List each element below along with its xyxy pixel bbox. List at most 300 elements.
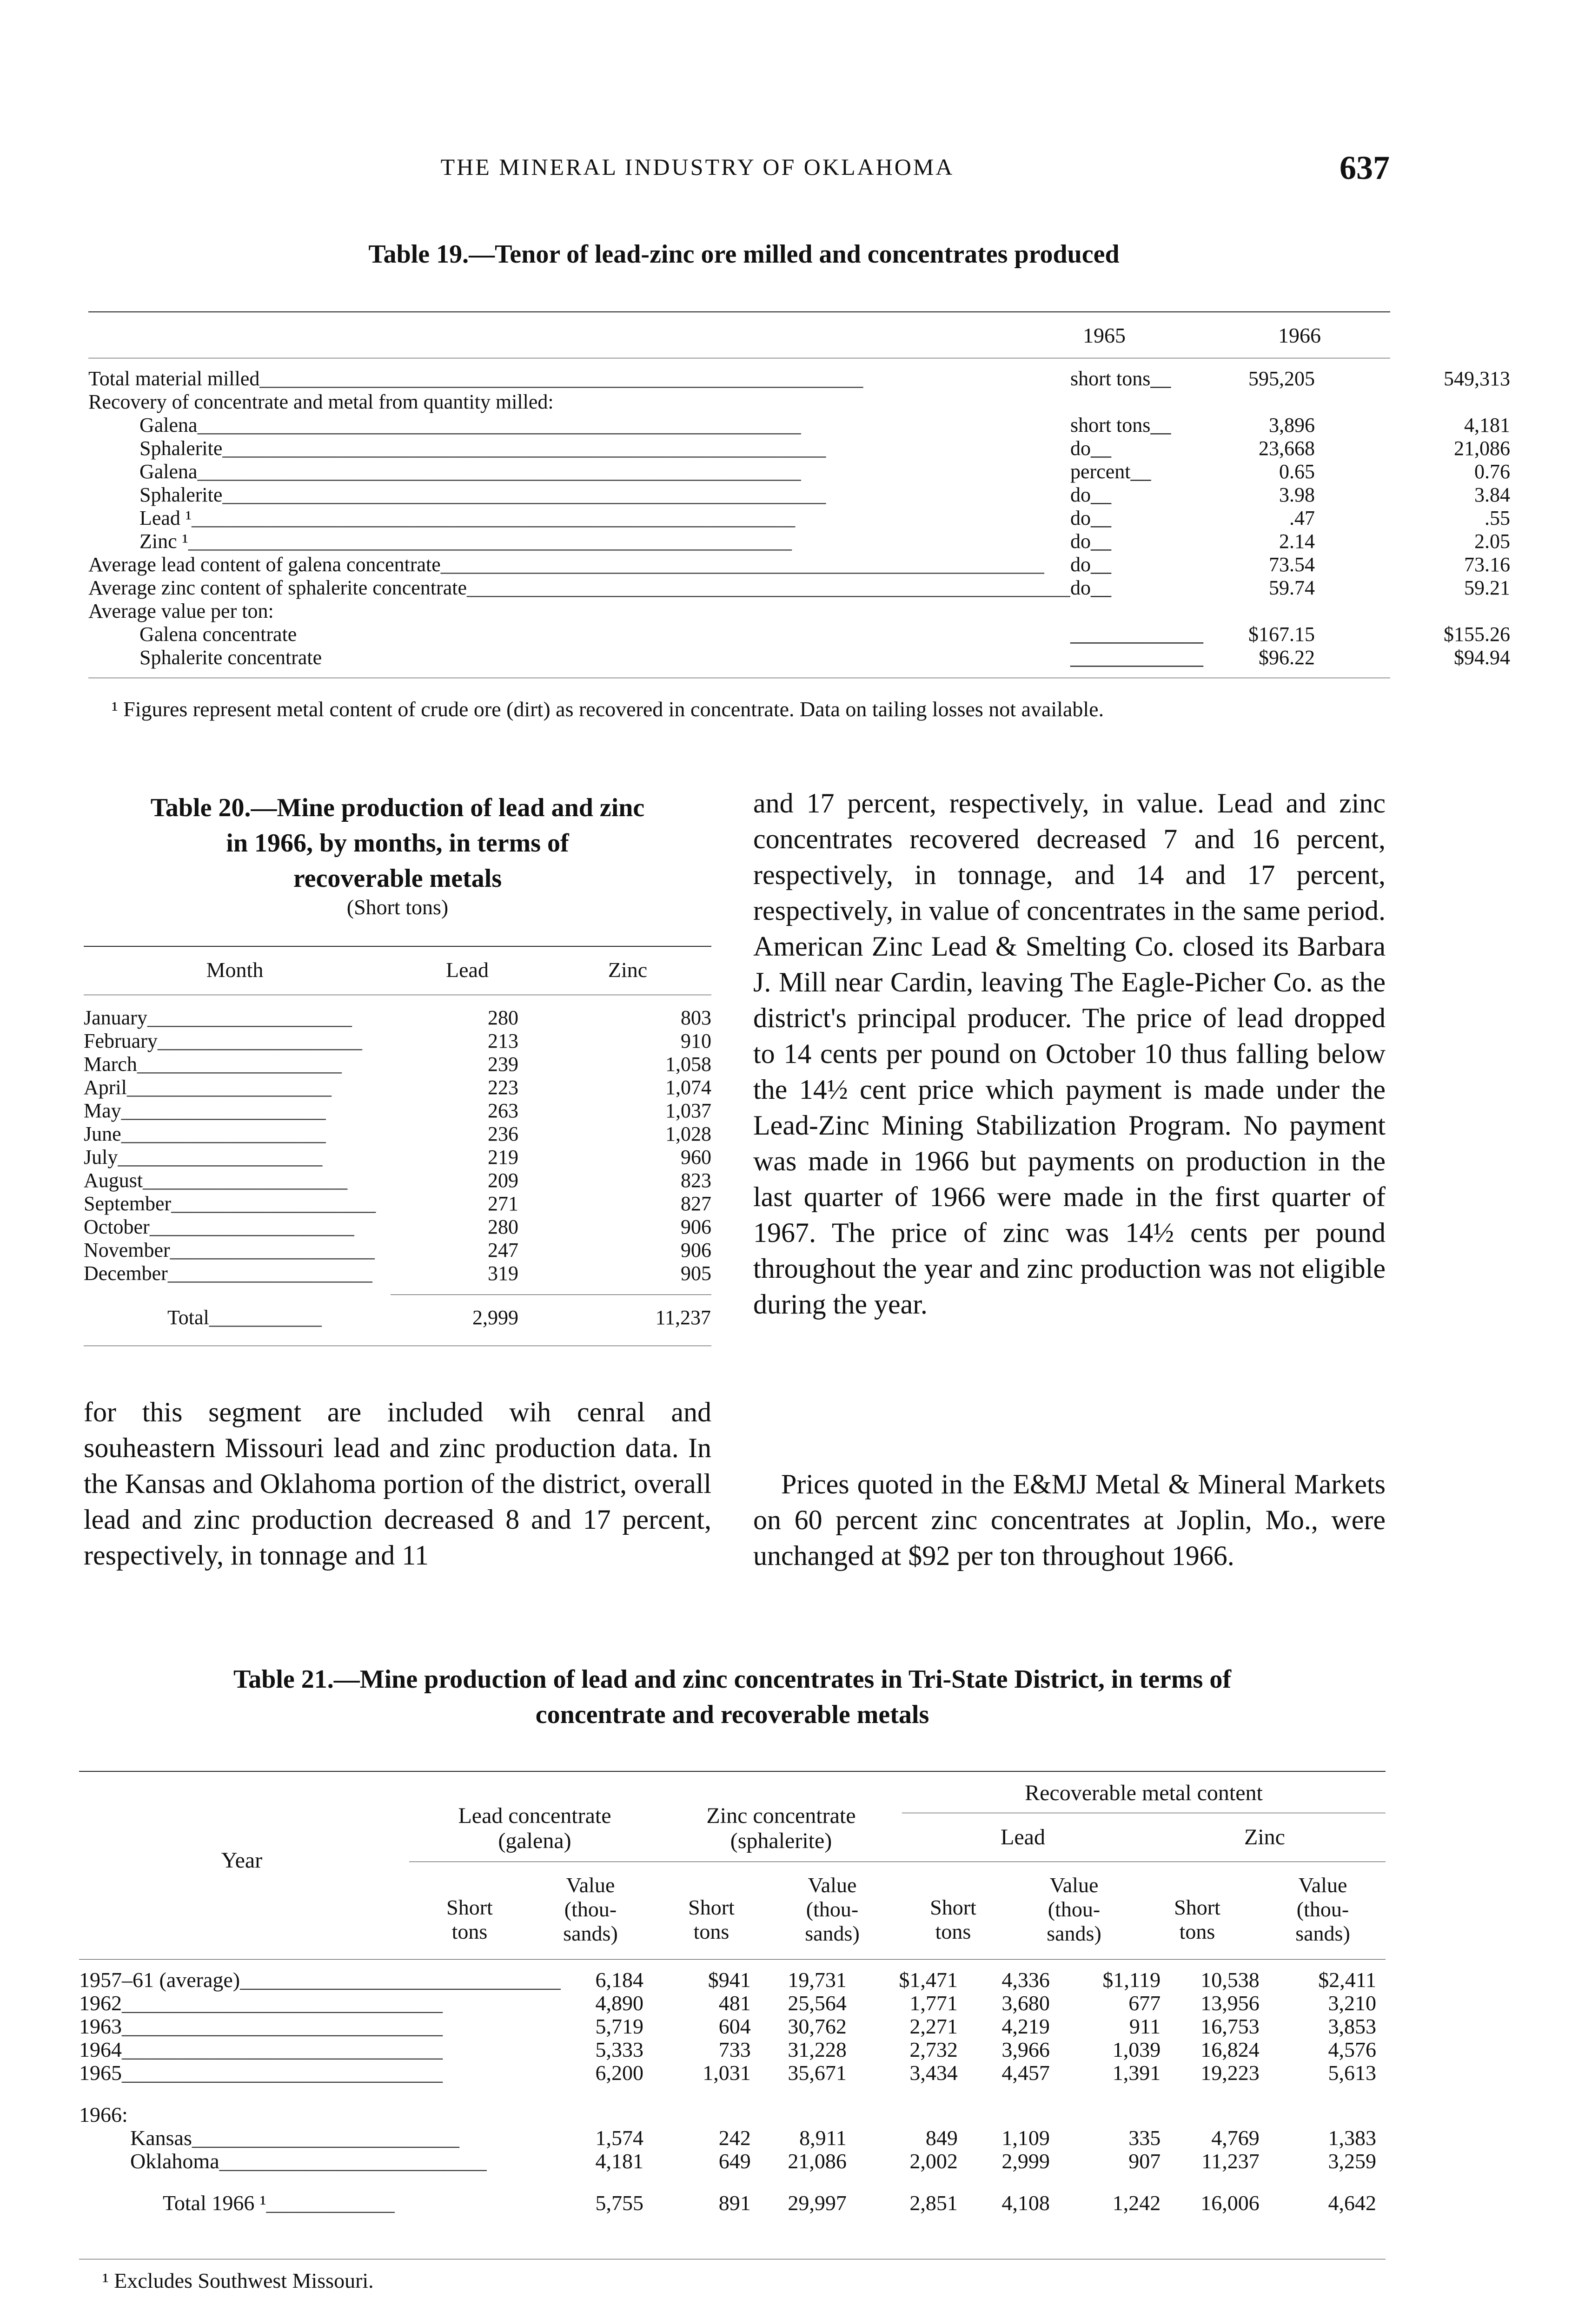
- table20-col-lead: Lead: [446, 958, 489, 982]
- table20-leader: ____________________: [167, 1262, 372, 1285]
- table20-zinc: 1,058: [665, 1053, 711, 1076]
- table19-value-1965: 23,668: [1258, 437, 1315, 460]
- table19-row-label: [88, 646, 1070, 669]
- table19-label-text: Sphalerite: [139, 483, 223, 506]
- table19-row-label: [88, 553, 1070, 576]
- table19-value-1966: 73.16: [1464, 553, 1510, 576]
- table20-row: [84, 1146, 711, 1169]
- table21-leader: ______________________________: [122, 2015, 443, 2038]
- table20-leader: ____________________: [170, 1239, 375, 1261]
- table19-row-unit: [1070, 414, 1203, 437]
- table21-subhdr-short: Short: [1174, 1895, 1220, 1919]
- table20-lead: 280: [488, 1006, 518, 1029]
- table19-leader: ___________________________________________________________: [222, 483, 826, 506]
- table20-zinc: 905: [681, 1262, 711, 1285]
- table20-lead: 219: [488, 1146, 518, 1169]
- table19-body: [88, 367, 1510, 669]
- table21-year-text: Total 1966 ¹: [163, 2192, 266, 2215]
- table21-year: [79, 2192, 561, 2215]
- table19-unit-leader: __: [1130, 460, 1151, 483]
- table21-cell-l-v: 335: [1128, 2126, 1161, 2150]
- table20-leader: ____________________: [157, 1030, 362, 1052]
- table20-lead: 280: [488, 1215, 518, 1238]
- table19-label-text: Average lead content of galena concentrate: [88, 553, 441, 576]
- table21-subhdr-value: [772, 1873, 893, 1946]
- table19-unit-text: short tons: [1070, 414, 1151, 436]
- table19-unit-leader: __: [1090, 437, 1111, 460]
- table19-leader: ___________________________________________________________: [188, 530, 792, 553]
- table21-year-text: 1963: [79, 2015, 122, 2038]
- table21-header-rule: [79, 1959, 1386, 1960]
- table21-section-1966: 1966:: [79, 2103, 128, 2126]
- table21-cell-l-t: 3,680: [1001, 1991, 1050, 2015]
- table19-row-values: [1203, 623, 1510, 646]
- table19-unit-leader: __: [1090, 576, 1111, 599]
- table21-cell-z-v: 1,383: [1328, 2126, 1376, 2150]
- table19-value-1965: 0.65: [1279, 460, 1315, 483]
- table19-row: [88, 576, 1510, 600]
- table21-year: [79, 1968, 561, 1992]
- table19-row-label: [88, 623, 1070, 646]
- table20-leader: ____________________: [137, 1053, 342, 1076]
- table20-lead: 223: [488, 1076, 518, 1099]
- table20-zinc: 906: [681, 1239, 711, 1261]
- table21: [79, 1968, 1386, 2215]
- table19-row-unit: [1070, 390, 1203, 414]
- table19-row: [88, 483, 1510, 507]
- table19-col-1965: 1965: [1083, 324, 1126, 347]
- table19-label-text: Galena: [139, 460, 198, 483]
- table19-row-unit: [1070, 646, 1203, 669]
- table21-cell-lc-t: 6,184: [595, 1968, 644, 1992]
- table21-caption-line2: concentrate and recoverable metals: [535, 1700, 929, 1729]
- table21-spacer: [79, 2173, 1386, 2192]
- table19-label-text: Lead ¹: [139, 507, 192, 529]
- table19-col-1966: 1966: [1278, 324, 1321, 347]
- table20-zinc: 960: [681, 1146, 711, 1169]
- table19-unit-leader: __: [1150, 367, 1171, 390]
- table21-year: [79, 2150, 561, 2173]
- table21-cell-z-v: 4,576: [1328, 2038, 1376, 2061]
- table19-row-values: [1203, 553, 1510, 576]
- table21-subhdr-value: [530, 1873, 651, 1946]
- table19-value-1966: 3.84: [1474, 483, 1510, 506]
- table21-cell-zc-t: 19,731: [788, 1968, 847, 1992]
- table21-hdr-zinc: Zinc: [1244, 1825, 1285, 1849]
- table21-cell-z-v: $2,411: [1318, 1968, 1376, 1992]
- table21-row: [79, 2192, 1386, 2215]
- table20-month: [84, 1099, 381, 1122]
- table20-body: [84, 1006, 711, 1285]
- table21-cell-lc-t: 5,719: [595, 2014, 644, 2038]
- table21-hdr-year: Year: [221, 1848, 263, 1873]
- table20-leader: ____________________: [126, 1076, 332, 1099]
- table19-unit-text: do: [1070, 530, 1091, 553]
- table20-month: [84, 1053, 381, 1076]
- table21-subhdr-short: Short: [688, 1895, 735, 1919]
- table21-spacer-cell: [79, 2173, 1386, 2192]
- table20-col-zinc: Zinc: [608, 958, 648, 982]
- table21-cell-z-v: 5,613: [1328, 2061, 1376, 2085]
- table21-subhdr-value-l1: Value: [566, 1873, 615, 1897]
- table20-month-text: June: [84, 1122, 121, 1145]
- table19-row-values: [1203, 530, 1510, 553]
- table21-caption: [79, 1662, 1386, 1732]
- table21-cell-lc-t: 6,200: [595, 2061, 644, 2085]
- table21-cell-lc-t: 1,574: [595, 2126, 644, 2150]
- table19-value-1966: 2.05: [1474, 530, 1510, 553]
- table20-row: [84, 1169, 711, 1192]
- table21-hdr-zinc-conc-l1: Zinc concentrate: [706, 1803, 856, 1828]
- table19-row-label: [88, 507, 1070, 530]
- table19-value-1966: 21,086: [1453, 437, 1510, 460]
- table21-subhdr-tons: tons: [693, 1920, 729, 1943]
- table19: [88, 367, 1510, 669]
- table21-hdr-lead-conc-l2: (galena): [498, 1829, 571, 1853]
- table20-month-text: May: [84, 1099, 121, 1122]
- table19-label-text: Galena concentrate: [139, 623, 297, 646]
- table21-cell-zc-t: 29,997: [788, 2191, 847, 2215]
- table19-row-unit: [1070, 553, 1203, 576]
- table19-label-text: Average zinc content of sphalerite concentrate: [88, 576, 467, 599]
- table21-cell-zc-v: 3,434: [909, 2061, 958, 2085]
- table19-row-values: [1203, 460, 1510, 483]
- table19-row-label: [88, 367, 1070, 390]
- table20-month: [84, 1192, 381, 1215]
- table20-month: [84, 1006, 381, 1030]
- table21-cell-z-t: 10,538: [1200, 1968, 1260, 1992]
- table19-leader: ___________________________________________________________: [197, 460, 801, 483]
- table21-cell-lc-v: 604: [718, 2014, 751, 2038]
- table20-leader: ____________________: [147, 1006, 352, 1029]
- table19-unit-leader: __: [1090, 507, 1111, 529]
- table21-cell-z-v: 3,210: [1328, 1991, 1376, 2015]
- table21-cell-zc-t: 31,228: [788, 2038, 847, 2061]
- table21-cell-l-t: 4,457: [1001, 2061, 1050, 2085]
- table21-hdr-lead-conc: [409, 1803, 660, 1854]
- table21-cell-lc-v: 242: [718, 2126, 751, 2150]
- table21-subhdr-value-l2: (thou-: [564, 1897, 617, 1921]
- table20-month: [84, 1146, 381, 1169]
- table20-month: [84, 1076, 381, 1099]
- table20-month-text: December: [84, 1262, 168, 1285]
- table19-value-1965: 595,205: [1248, 367, 1315, 390]
- table20-zinc: 823: [681, 1169, 711, 1192]
- table21-cell-lc-v: 481: [718, 1991, 751, 2015]
- table20-month-text: October: [84, 1215, 150, 1238]
- table19-row: [88, 437, 1510, 460]
- table20-caption-line1: Table 20.—Mine production of lead and zinc: [150, 793, 645, 822]
- table21-leader: ______________________________: [240, 1968, 561, 1992]
- table21-cell-zc-t: 21,086: [788, 2149, 847, 2173]
- table19-value-1965: 59.74: [1268, 576, 1315, 599]
- table20-month-text: March: [84, 1053, 137, 1076]
- table21-cell-l-t: 2,999: [1001, 2149, 1050, 2173]
- table21-hdr-lead: Lead: [1001, 1825, 1045, 1849]
- table21-cell-l-t: 4,219: [1001, 2014, 1050, 2038]
- table21-hdr-recoverable: Recoverable metal content: [1025, 1781, 1263, 1805]
- table19-leader: ___________________________________________________________: [259, 367, 863, 390]
- table19-row: [88, 390, 1510, 414]
- table19-value-1965: 2.14: [1279, 530, 1315, 553]
- table21-cell-l-t: 1,109: [1001, 2126, 1050, 2150]
- table19-unit-text: do: [1070, 576, 1091, 599]
- table19-value-1966: 4,181: [1464, 414, 1510, 436]
- running-header: THE MINERAL INDUSTRY OF OKLAHOMA: [440, 154, 955, 180]
- table20-leader: ____________________: [121, 1099, 326, 1122]
- table21-year: [79, 2038, 561, 2061]
- table19-leader: ___________________________________________________________: [440, 553, 1044, 576]
- table19-row-label: [88, 414, 1070, 437]
- table21-cell-zc-t: 8,911: [799, 2126, 847, 2150]
- table19-value-1965: 3.98: [1279, 483, 1315, 506]
- table19-row: [88, 553, 1510, 576]
- table21-subhdr-value-l1: Value: [1298, 1873, 1347, 1897]
- table21-cell-zc-t: 30,762: [788, 2014, 847, 2038]
- table21-cell-zc-t: 35,671: [788, 2061, 847, 2085]
- table21-cell-zc-t: 25,564: [788, 1991, 847, 2015]
- table20-total-zinc: 11,237: [655, 1306, 711, 1329]
- table20-row: [84, 1030, 711, 1053]
- table21-leader: _________________________: [192, 2126, 459, 2150]
- table19-row: [88, 367, 1510, 390]
- table21-cell-z-t: 16,824: [1200, 2038, 1260, 2061]
- table21-cell-z-v: 3,853: [1328, 2014, 1376, 2038]
- table19-value-1966: 59.21: [1464, 576, 1510, 599]
- table19-row-label: [88, 600, 1070, 623]
- table21-section-row: [79, 2103, 1386, 2126]
- table19-unit-leader: __: [1150, 414, 1171, 436]
- table21-hdr-zinc-conc: [660, 1803, 902, 1854]
- table21-spacer-cell: [79, 2085, 1386, 2103]
- table21-subhdr-value: [1260, 1873, 1386, 1946]
- table19-row-unit: [1070, 460, 1203, 483]
- table20-total-row: [84, 1305, 711, 1330]
- table20-month: [84, 1215, 381, 1239]
- table19-row-unit: [1070, 530, 1203, 553]
- table21-cell-l-v: 911: [1129, 2014, 1161, 2038]
- table19-unit-leader: __: [1090, 553, 1111, 576]
- table21-cell-lc-t: 4,890: [595, 1991, 644, 2015]
- table19-unit-text: short tons: [1070, 367, 1151, 390]
- table19-row: [88, 507, 1510, 530]
- table20-month: [84, 1122, 381, 1146]
- table21-cell-l-v: 1,242: [1112, 2191, 1161, 2215]
- table19-row-label: [88, 530, 1070, 553]
- table20-lead: 271: [488, 1192, 518, 1215]
- table19-value-1965: 73.54: [1268, 553, 1315, 576]
- table21-cell-z-v: 4,642: [1328, 2191, 1376, 2215]
- table19-value-1966: .55: [1484, 507, 1510, 529]
- table20-leader: ____________________: [171, 1192, 376, 1215]
- table20-caption: [84, 790, 711, 896]
- table21-subhdr-value-l1: Value: [1049, 1873, 1099, 1897]
- table19-row-values: [1203, 414, 1510, 437]
- table20-total-lead: 2,999: [472, 1306, 518, 1329]
- table21-cell-l-v: 907: [1128, 2149, 1161, 2173]
- table20-row: [84, 1262, 711, 1285]
- table21-subhdr-value-l2: (thou-: [1296, 1897, 1349, 1921]
- table21-cell-z-v: 3,259: [1328, 2149, 1376, 2173]
- table21-row: [79, 2038, 1386, 2061]
- table20-lead: 247: [488, 1239, 518, 1261]
- table20-month-text: January: [84, 1006, 147, 1029]
- table19-label-text: Galena: [139, 414, 198, 436]
- table21-cell-lc-t: 4,181: [595, 2149, 644, 2173]
- table21-subhdr-short-tons: [893, 1895, 1014, 1944]
- table20-month-text: April: [84, 1076, 127, 1099]
- table20-leader: ____________________: [149, 1215, 354, 1238]
- table19-value-1966: 0.76: [1474, 460, 1510, 483]
- table21-cell-zc-v: 2,732: [909, 2038, 958, 2061]
- table21-subhdr-value-l3: sands): [1295, 1921, 1350, 1945]
- table19-unit-leader: __: [1090, 530, 1111, 553]
- table21-cell-z-t: 4,769: [1211, 2126, 1260, 2150]
- table19-unit-leader: _____________: [1070, 646, 1203, 669]
- table21-cell-zc-v: $1,471: [899, 1968, 958, 1992]
- table19-unit-leader: __: [1090, 483, 1111, 506]
- table21-year-text: 1965: [79, 2061, 122, 2085]
- table21-cell-z-t: 11,237: [1201, 2149, 1260, 2173]
- table21-cell-zc-v: 849: [925, 2126, 958, 2150]
- table21-subhdr-value-l3: sands): [563, 1921, 618, 1945]
- table21-subhdr-short: Short: [930, 1895, 976, 1919]
- right-column-paragraph-1: and 17 percent, respectively, in value. Lead and zinc concentrates recovered decreased 7 and 16 percent, respectively, in tonnage, and 14 and 17 percent, respectively, in value of concentrates in the same period. American Zinc Lead & Smelting Co. closed its Barbara J. Mill near Cardin, leaving The Eagle-Picher Co. as the district's principal producer. The price of lead dropped to 14 cents per pound on October 10 thus falling below the 14½ cent price which payment is made under the Lead-Zinc Mining Stabilization Program. No payment was made in 1966 but payments on production in the last quarter of 1966 were made in the first quarter of 1967. The price of zinc was 14½ cents per pound throughout the year and zinc production was not eligible during the year.: [753, 788, 1386, 1320]
- table21-cell-lc-t: 5,755: [595, 2191, 644, 2215]
- table20-lead: 263: [488, 1099, 518, 1122]
- table19-row-values: [1203, 390, 1510, 414]
- table20-row: [84, 1122, 711, 1146]
- table20-zinc: 827: [681, 1192, 711, 1215]
- table20-month-text: February: [84, 1030, 158, 1052]
- table19-row-label: [88, 390, 1070, 414]
- table21-cell-l-v: 677: [1128, 1991, 1161, 2015]
- table21-body: [79, 1968, 1386, 2215]
- table21-leader: ______________________________: [122, 2038, 443, 2061]
- table19-caption: Table 19.—Tenor of lead-zinc ore milled and concentrates produced: [368, 240, 1120, 269]
- table20-lead: 213: [488, 1030, 518, 1052]
- table21-leader: ______________________________: [122, 1992, 443, 2015]
- table21-cell-z-t: 13,956: [1200, 1991, 1260, 2015]
- table19-row-unit: [1070, 367, 1203, 390]
- table20-row: [84, 1192, 711, 1215]
- table20-total: [84, 1305, 711, 1330]
- table20-caption-line2: in 1966, by months, in terms of: [226, 829, 569, 858]
- table20: [84, 1006, 711, 1285]
- table19-row-unit: [1070, 483, 1203, 507]
- table19-unit-leader: _____________: [1070, 623, 1203, 646]
- table19-row-label: [88, 576, 1070, 600]
- table21-subhdr-tons: tons: [935, 1920, 971, 1943]
- table21-row: [79, 1992, 1386, 2015]
- table20-total-rule: [391, 1294, 711, 1295]
- table21-cell-z-t: 19,223: [1200, 2061, 1260, 2085]
- table21-subhdr-short-tons: [409, 1895, 530, 1944]
- table21-cell-zc-v: 2,002: [909, 2149, 958, 2173]
- table19-row-unit: [1070, 600, 1203, 623]
- table21-cell-l-t: 3,966: [1001, 2038, 1050, 2061]
- table21-subhdr-value: [1014, 1873, 1134, 1946]
- table19-value-1966: 549,313: [1443, 367, 1510, 390]
- table20-zinc: 803: [681, 1006, 711, 1029]
- table20-caption-line3: recoverable metals: [293, 864, 502, 893]
- table20-lead: 236: [488, 1122, 518, 1145]
- table21-row: [79, 1968, 1386, 1992]
- table20-leader: ____________________: [121, 1122, 326, 1145]
- table20-zinc: 906: [681, 1215, 711, 1238]
- table19-footnote: ¹ Figures represent metal content of crude ore (dirt) as recovered in concentrate. Data on tailing losses not available.: [112, 697, 1104, 721]
- table21-cell-zc-v: 2,271: [909, 2014, 958, 2038]
- table20-row: [84, 1006, 711, 1030]
- table21-subhdr-value-l2: (thou-: [806, 1897, 859, 1921]
- table19-leader: ___________________________________________________________: [197, 414, 801, 436]
- table20-row: [84, 1215, 711, 1239]
- table19-row-values: [1203, 507, 1510, 530]
- page-number: 637: [1340, 149, 1390, 186]
- table19-row-label: [88, 437, 1070, 460]
- table21-leader: ____________: [266, 2192, 395, 2215]
- table21-row: [79, 2061, 1386, 2085]
- table19-row-values: [1203, 367, 1510, 390]
- table20-month: [84, 1239, 381, 1262]
- table21-year-text: 1962: [79, 1992, 122, 2015]
- table21-subhdr-value-l2: (thou-: [1048, 1897, 1101, 1921]
- right-column-paragraph-2: Prices quoted in the E&MJ Metal & Mineral Markets on 60 percent zinc concentrates at Joplin, Mo., were unchanged at $92 per ton throughout 1966.: [753, 1469, 1386, 1571]
- table21-subhdr-value-l1: Value: [808, 1873, 857, 1897]
- table20-row: [84, 1076, 711, 1099]
- table21-cell-l-v: $1,119: [1102, 1968, 1161, 1992]
- table19-row-unit: [1070, 507, 1203, 530]
- table21-cell-l-t: 4,108: [1001, 2191, 1050, 2215]
- table21-row: [79, 2015, 1386, 2038]
- table21-cell-lc-v: 1,031: [703, 2061, 751, 2085]
- table20-month: [84, 1262, 381, 1285]
- table19-row-values: [1203, 437, 1510, 460]
- table21-caption-line1: Table 21.—Mine production of lead and zinc concentrates in Tri-State District, in terms of: [233, 1665, 1231, 1694]
- table21-year-text: Kansas: [130, 2126, 192, 2150]
- table19-row: [88, 623, 1510, 646]
- table21-year-text: 1964: [79, 2038, 122, 2061]
- table19-unit-text: do: [1070, 437, 1091, 460]
- table20-leader: ____________________: [143, 1169, 348, 1192]
- table21-leader: ______________________________: [122, 2061, 443, 2085]
- table21-cell-lc-t: 5,333: [595, 2038, 644, 2061]
- table21-hdr-lead-conc-l1: Lead concentrate: [458, 1803, 611, 1828]
- table21-subhdr-value-l3: sands): [805, 1921, 860, 1945]
- table21-cell-zc-v: 2,851: [909, 2191, 958, 2215]
- table19-label-text: Total material milled: [88, 367, 260, 390]
- table19-label-text: Sphalerite concentrate: [139, 646, 322, 669]
- table21-hdr-zinc-conc-l2: (sphalerite): [730, 1829, 832, 1853]
- table20-month-text: September: [84, 1192, 172, 1215]
- table21-cell-lc-v: 649: [718, 2149, 751, 2173]
- table21-leader: _________________________: [219, 2150, 487, 2173]
- table21-subhdr-short-tons: [651, 1895, 772, 1944]
- table19-leader: ___________________________________________________________: [192, 507, 796, 529]
- table21-row: [79, 2150, 1386, 2173]
- table21-subhdr-tons: tons: [451, 1920, 488, 1943]
- table19-top-rule: [88, 311, 1390, 312]
- table20-top-rule: [84, 946, 711, 947]
- table21-year: [79, 1992, 561, 2015]
- table19-label-text: Sphalerite: [139, 437, 223, 460]
- table20-zinc: 910: [681, 1030, 711, 1052]
- table21-year-text: 1957–61 (average): [79, 1968, 240, 1992]
- table19-row-values: [1203, 576, 1510, 600]
- table19-row-unit: [1070, 576, 1203, 600]
- table21-top-rule: [79, 1771, 1386, 1772]
- table19-row: [88, 600, 1510, 623]
